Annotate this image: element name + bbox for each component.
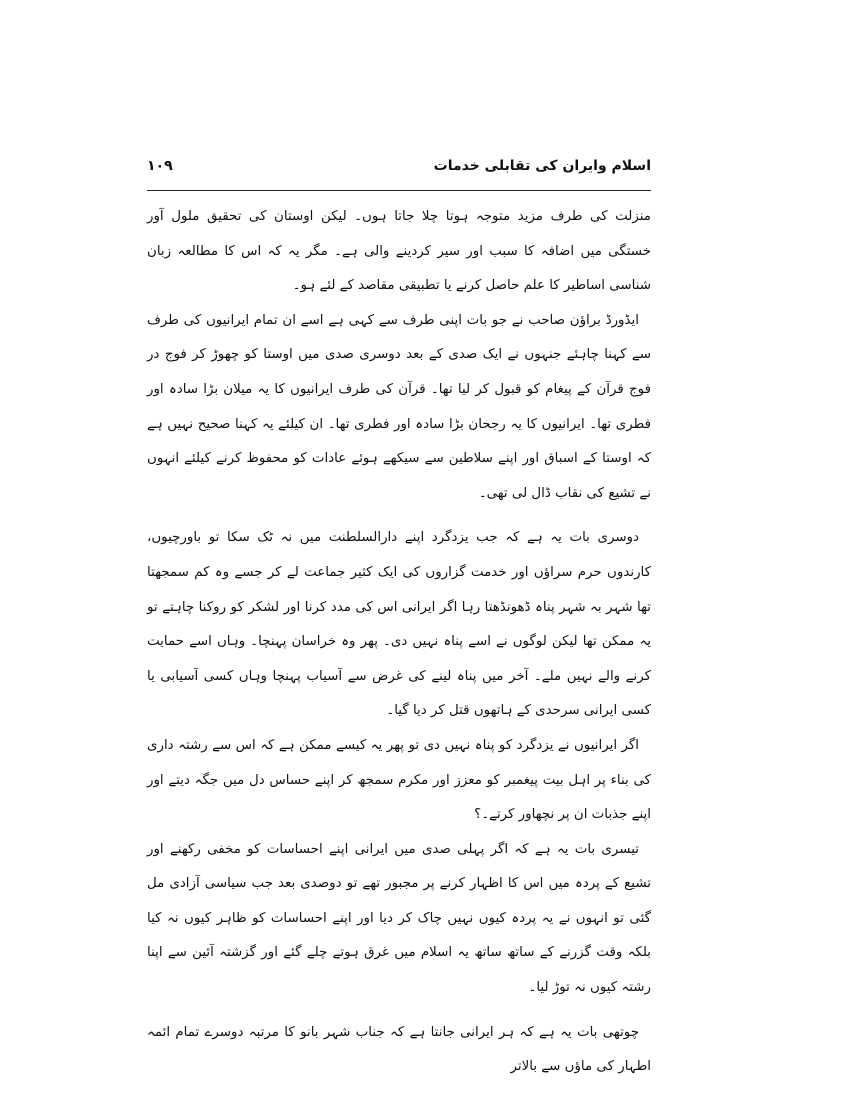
paragraph-6: چوتھی بات یہ ہے کہ ہر ایرانی جانتا ہے کہ جناب شہر بانو کا مرتبہ دوسرے تمام ائمہ اطہار کی ماؤں سے بالاتر <box>147 1024 651 1075</box>
body-text <box>147 200 651 1085</box>
paragraph-1: منزلت کی طرف مزید متوجہ ہوتا چلا جاتا ہوں۔ لیکن اوستان کی تحقیق ملول آور خستگی میں اضافہ کا سبب اور سیر کردینے والی ہے۔ مگر یہ کہ اس کا مطالعہ زبان شناسی اساطیر کا علم حاصل کرنے یا تطبیقی مقاصد کے لئے ہو۔ <box>147 209 651 294</box>
running-header <box>147 158 651 184</box>
header-rule <box>147 190 651 191</box>
paragraph-5: تیسری بات یہ ہے کہ اگر پہلی صدی میں ایرانی اپنے احساسات کو مخفی رکھنے اور تشیع کے پردہ میں اس کا اظہار کرنے پر مجبور تھے تو دوصدی بعد جب سیاسی آزادی مل گئی تو انہوں نے یہ پردہ کیوں نہیں چاک کر دیا اور اپنے احساسات کو ظاہر کیوں نہ کیا بلکہ وقت گزرنے کے ساتھ ساتھ یہ اسلام میں غرق ہوتے چلے گئے اور گزشتہ آئین سے اپنا رشتہ کیوں نہ توڑ لیا۔ <box>147 841 651 996</box>
paragraph-4: اگر ایرانیوں نے یزدگرد کو پناہ نہیں دی تو پھر یہ کیسے ممکن ہے کہ اس سے رشتہ داری کی بناء پر اہل بیت پیغمبر کو معزز اور مکرم سمجھ کر اپنے حساس دل میں جگہ دیتے اور اپنے جذبات ان پر نچھاور کرتے۔؟ <box>147 737 651 823</box>
page-number: ۱۰۹ <box>147 158 173 174</box>
running-title: اسلام وایران کی تقابلی خدمات <box>433 158 651 174</box>
paragraph-2: ایڈورڈ براؤن صاحب نے جو بات اپنی طرف سے کہی ہے اسے ان تمام ایرانیوں کی طرف سے کہنا چاہئے جنہوں نے ایک صدی کے بعد دوسری صدی میں اوستا کو چھوڑ کر فوج در فوج قرآن کے پیغام کو قبول کر لیا تھا۔ قرآن کی طرف ایرانیوں کا یہ میلان بڑا سادہ اور فطری تھا۔ ایرانیوں کا یہ رجحان بڑا سادہ اور فطری تھا۔ ان کیلئے یہ کہنا صحیح نہیں ہے کہ اوستا کے اسباق اور اپنے سلاطین سے سیکھے ہوئے عادات کو محفوظ کرنے کیلئے انہوں نے تشیع کی نقاب ڈال لی تھی۔ <box>147 312 651 501</box>
paragraph-3: دوسری بات یہ ہے کہ جب یزدگرد اپنے دارالسلطنت میں نہ ٹک سکا تو باورچیوں، کارندوں حرم سراؤں اور خدمت گزاروں کی ایک کثیر جماعت لے کر جسے وہ کم سمجھتا تھا شہر بہ شہر پناہ ڈھونڈھتا رہا اگر ایرانی اس کی مدد کرنا اور لشکر کو روکنا چاہتے تو یہ ممکن تھا لیکن لوگوں نے اسے پناہ نہیں دی۔ پھر وہ خراسان پہنچا۔ وہاں اسے حمایت کرنے والے نہیں ملے۔ آخر میں پناہ لینے کی غرض سے آسیاب پہنچا وہاں کسی آسیابی یا کسی ایرانی سرحدی کے ہاتھوں قتل کر دیا گیا۔ <box>147 530 651 719</box>
